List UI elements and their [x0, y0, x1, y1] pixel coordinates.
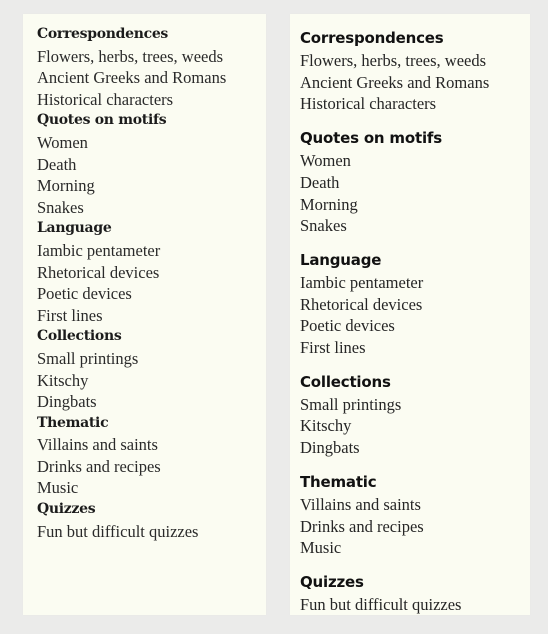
list-item-small-printings: Small printings	[37, 348, 139, 368]
list-item-flowers: Flowers, herbs, trees, weeds	[300, 51, 487, 70]
section-heading-thematic: Thematic	[300, 472, 377, 491]
section-heading-language: Language	[300, 250, 382, 269]
section-heading-correspondences: Correspondences	[300, 29, 444, 47]
list-item-music: Music	[37, 478, 79, 498]
section-heading-thematic: Thematic	[37, 414, 109, 431]
list-item-poetic-devices: Poetic devices	[300, 316, 395, 336]
list-item-music: Music	[300, 538, 342, 558]
section-heading-quizzes: Quizzes	[300, 572, 364, 591]
list-item-first-lines: First lines	[300, 338, 366, 358]
list-item-flowers: Flowers, herbs, trees, weeds	[37, 46, 224, 66]
list-item-dingbats: Dingbats	[37, 392, 97, 412]
list-item-death: Death	[37, 154, 77, 174]
list-item-morning: Morning	[37, 176, 95, 196]
list-item-drinks-and-recipes: Drinks and recipes	[300, 516, 424, 536]
left-category-list	[23, 14, 266, 615]
list-item-villains-and-saints: Villains and saints	[300, 494, 421, 514]
list-item-poetic-devices: Poetic devices	[37, 284, 132, 304]
list-item-fun-quizzes: Fun but difficult quizzes	[300, 594, 462, 614]
group-quotes-on-motifs	[300, 126, 530, 237]
list-item-women: Women	[300, 151, 351, 171]
list-item-dingbats: Dingbats	[300, 438, 360, 458]
list-item-rhetorical-devices: Rhetorical devices	[300, 294, 423, 314]
group-thematic	[300, 470, 530, 559]
group-correspondences	[300, 26, 530, 115]
list-item-drinks-and-recipes: Drinks and recipes	[37, 456, 161, 476]
list-item-kitschy: Kitschy	[300, 416, 352, 436]
list-item-iambic-pentameter: Iambic pentameter	[300, 272, 424, 292]
group-collections	[300, 370, 530, 459]
section-heading-collections: Collections	[37, 328, 122, 345]
list-item-iambic-pentameter: Iambic pentameter	[37, 240, 161, 260]
list-item-snakes: Snakes	[37, 197, 84, 217]
list-item-fun-quizzes: Fun but difficult quizzes	[37, 521, 199, 541]
section-heading-quizzes: Quizzes	[37, 501, 96, 518]
list-item-rhetorical-devices: Rhetorical devices	[37, 262, 160, 282]
list-item-snakes: Snakes	[300, 216, 347, 236]
list-item-women: Women	[37, 132, 88, 152]
section-heading-collections: Collections	[300, 372, 391, 391]
list-item-morning: Morning	[300, 194, 358, 214]
list-item-first-lines: First lines	[37, 305, 103, 325]
list-item-ancient-greeks: Ancient Greeks and Romans	[37, 68, 227, 88]
section-heading-quotes-on-motifs: Quotes on motifs	[37, 112, 167, 129]
section-heading-language: Language	[37, 220, 112, 237]
list-item-death: Death	[300, 172, 340, 192]
list-item-ancient-greeks: Ancient Greeks and Romans	[300, 72, 490, 92]
list-item-kitschy: Kitschy	[37, 370, 89, 390]
list-item-villains-and-saints: Villains and saints	[37, 435, 158, 455]
section-heading-correspondences: Correspondences	[37, 26, 169, 42]
right-category-list	[290, 14, 530, 615]
list-item-historical-characters: Historical characters	[37, 89, 174, 109]
section-heading-quotes-on-motifs: Quotes on motifs	[300, 129, 442, 148]
group-language	[300, 248, 530, 359]
list-item-small-printings: Small printings	[300, 394, 402, 414]
list-item-historical-characters: Historical characters	[300, 94, 437, 114]
group-quizzes	[300, 570, 530, 616]
